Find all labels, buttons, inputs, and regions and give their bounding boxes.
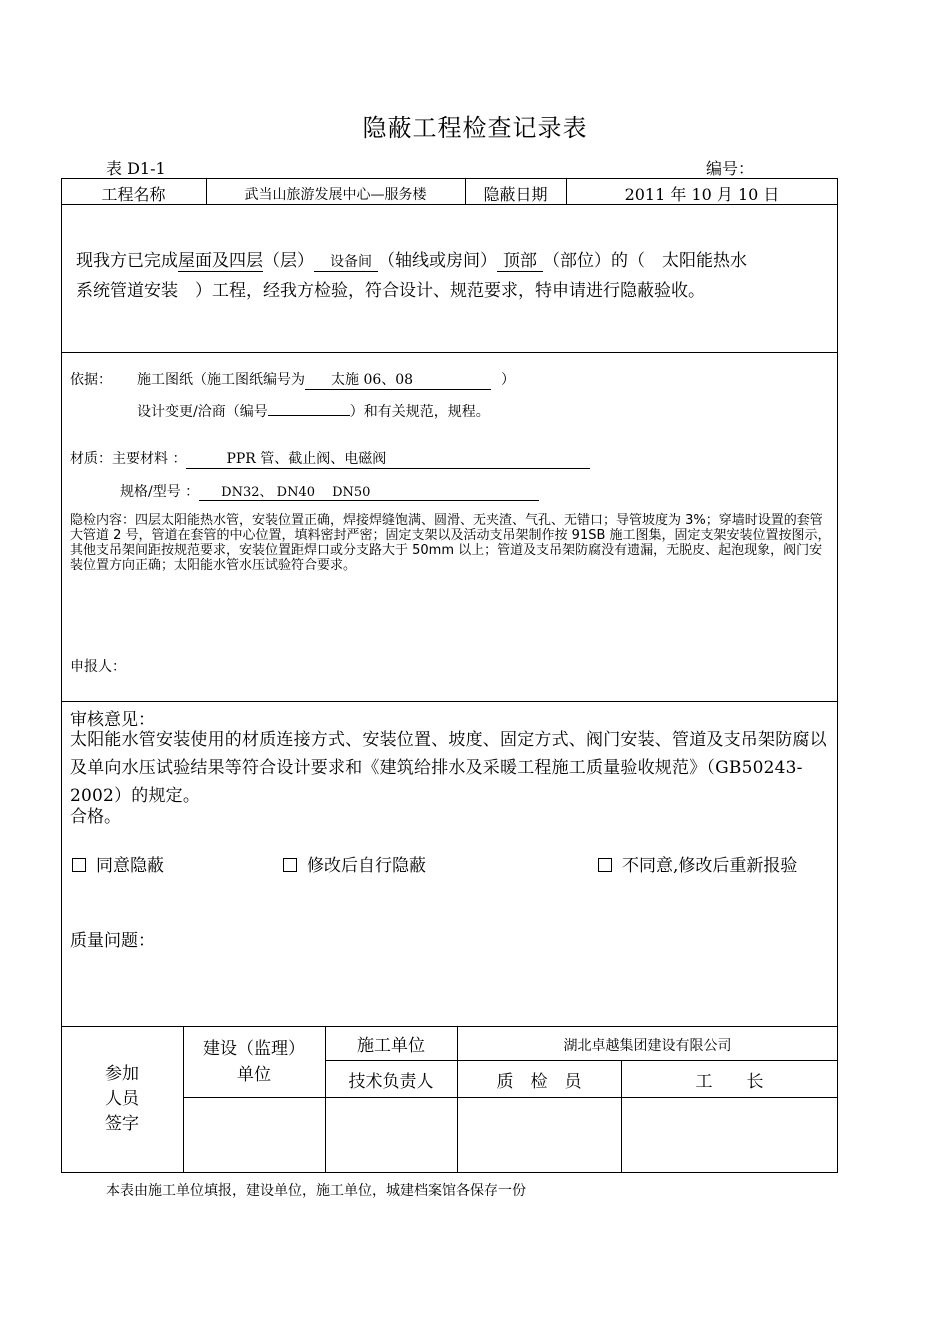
quality-issues-label: 质量问题： (70, 931, 155, 951)
review-label: 审核意见： (70, 710, 155, 730)
room-value: 设备间 (314, 251, 378, 272)
material-value: PPR 管、截止阀、电磁阀 (186, 448, 590, 469)
construction-unit-name: 湖北卓越集团建设有限公司 (563, 1038, 732, 1054)
participants-label: 参加 人员 签字 (105, 1064, 139, 1134)
change-number-blank (268, 400, 350, 416)
review-text: 太阳能水管安装使用的材质连接方式、安装位置、坡度、固定方式、阀门安装、管道及支吊架防腐以及单向水压试验结果等符合设计要求和《建筑给排水及采暖工程施工质量验收规范》（GB50243-2002）的规定。 (70, 730, 827, 806)
project-name-value: 武当山旅游发展中心—服务楼 (244, 187, 427, 203)
option-disagree[interactable]: 不同意,修改后重新报验 (598, 851, 797, 876)
concealment-date-label: 隐蔽日期 (483, 185, 548, 204)
spec-value: DN32、 DN40 DN50 (199, 481, 539, 501)
form-table (61, 178, 838, 1173)
statement-line-1: 现我方已完成屋面及四层（层） 设备间 （轴线或房间） 顶部 （部位）的（ 太阳能热水 (76, 246, 747, 272)
checkbox-icon[interactable] (283, 858, 297, 872)
review-result: 合格。 (70, 807, 121, 827)
applicant-label: 申报人： (70, 659, 126, 675)
inspection-content: 隐检内容：四层太阳能热水管，安装位置正确，焊接焊缝饱满、圆滑、无夹渣、气孔、无错口；导管坡度为 3%；穿墙时设置的套管大管道 2 号，管道在套管的中心位置，填料密封严密；固定支架以及活动支吊架制作按 91SB 施工图集，固定支架安装位置按图示，其他支吊架间距按规范要求，安装位置距焊口或分支路大于 50mm 以上；管道及支吊架防腐没有遗漏，无脱皮、起泡现象，阀门安装位置方向正确；太阳能水管水压试验符合要求。 (70, 513, 831, 573)
part-value: 顶部 (497, 246, 543, 272)
checkbox-icon[interactable] (598, 858, 612, 872)
project-name-label: 工程名称 (101, 185, 166, 204)
construction-unit-label: 施工单位 (357, 1036, 425, 1056)
inspector-label: 质 检 员 (496, 1072, 582, 1092)
owner-unit-label: 建设（监理） 单位 (203, 1039, 305, 1085)
option-agree[interactable]: 同意隐蔽 (72, 851, 164, 876)
basis-drawings: 施工图纸（施工图纸编号为 太施 06、08 ） (137, 369, 515, 390)
option-self-conceal[interactable]: 修改后自行隐蔽 (283, 851, 426, 876)
checkbox-icon[interactable] (72, 858, 86, 872)
serial-number-label: 编号： (706, 159, 755, 178)
form-code: 表 D1-1 (106, 159, 166, 178)
floor-value: 屋面及四层 (178, 246, 263, 272)
basis-changes: 设计变更/洽商（编号 ）和有关规范，规程。 (137, 400, 490, 421)
footer-note: 本表由施工单位填报，建设单位，施工单位，城建档案馆各保存一份 (106, 1183, 526, 1199)
drawing-number: 太施 06、08 (305, 369, 491, 390)
tech-lead-label: 技术负责人 (348, 1072, 434, 1092)
material-row: 材质：主要材料 ： PPR 管、截止阀、电磁阀 (70, 448, 590, 469)
statement-line-2: 系统管道安装 ）工程，经我方检验，符合设计、规范要求，特申请进行隐蔽验收。 (76, 281, 705, 301)
foreman-label: 工 长 (695, 1072, 764, 1092)
spec-row: 规格/型号 ： DN32、 DN40 DN50 (120, 481, 539, 501)
form-title: 隐蔽工程检查记录表 (362, 114, 588, 142)
basis-label: 依据： (70, 372, 112, 388)
concealment-date-value: 2011 年 10 月 10 日 (624, 185, 780, 204)
